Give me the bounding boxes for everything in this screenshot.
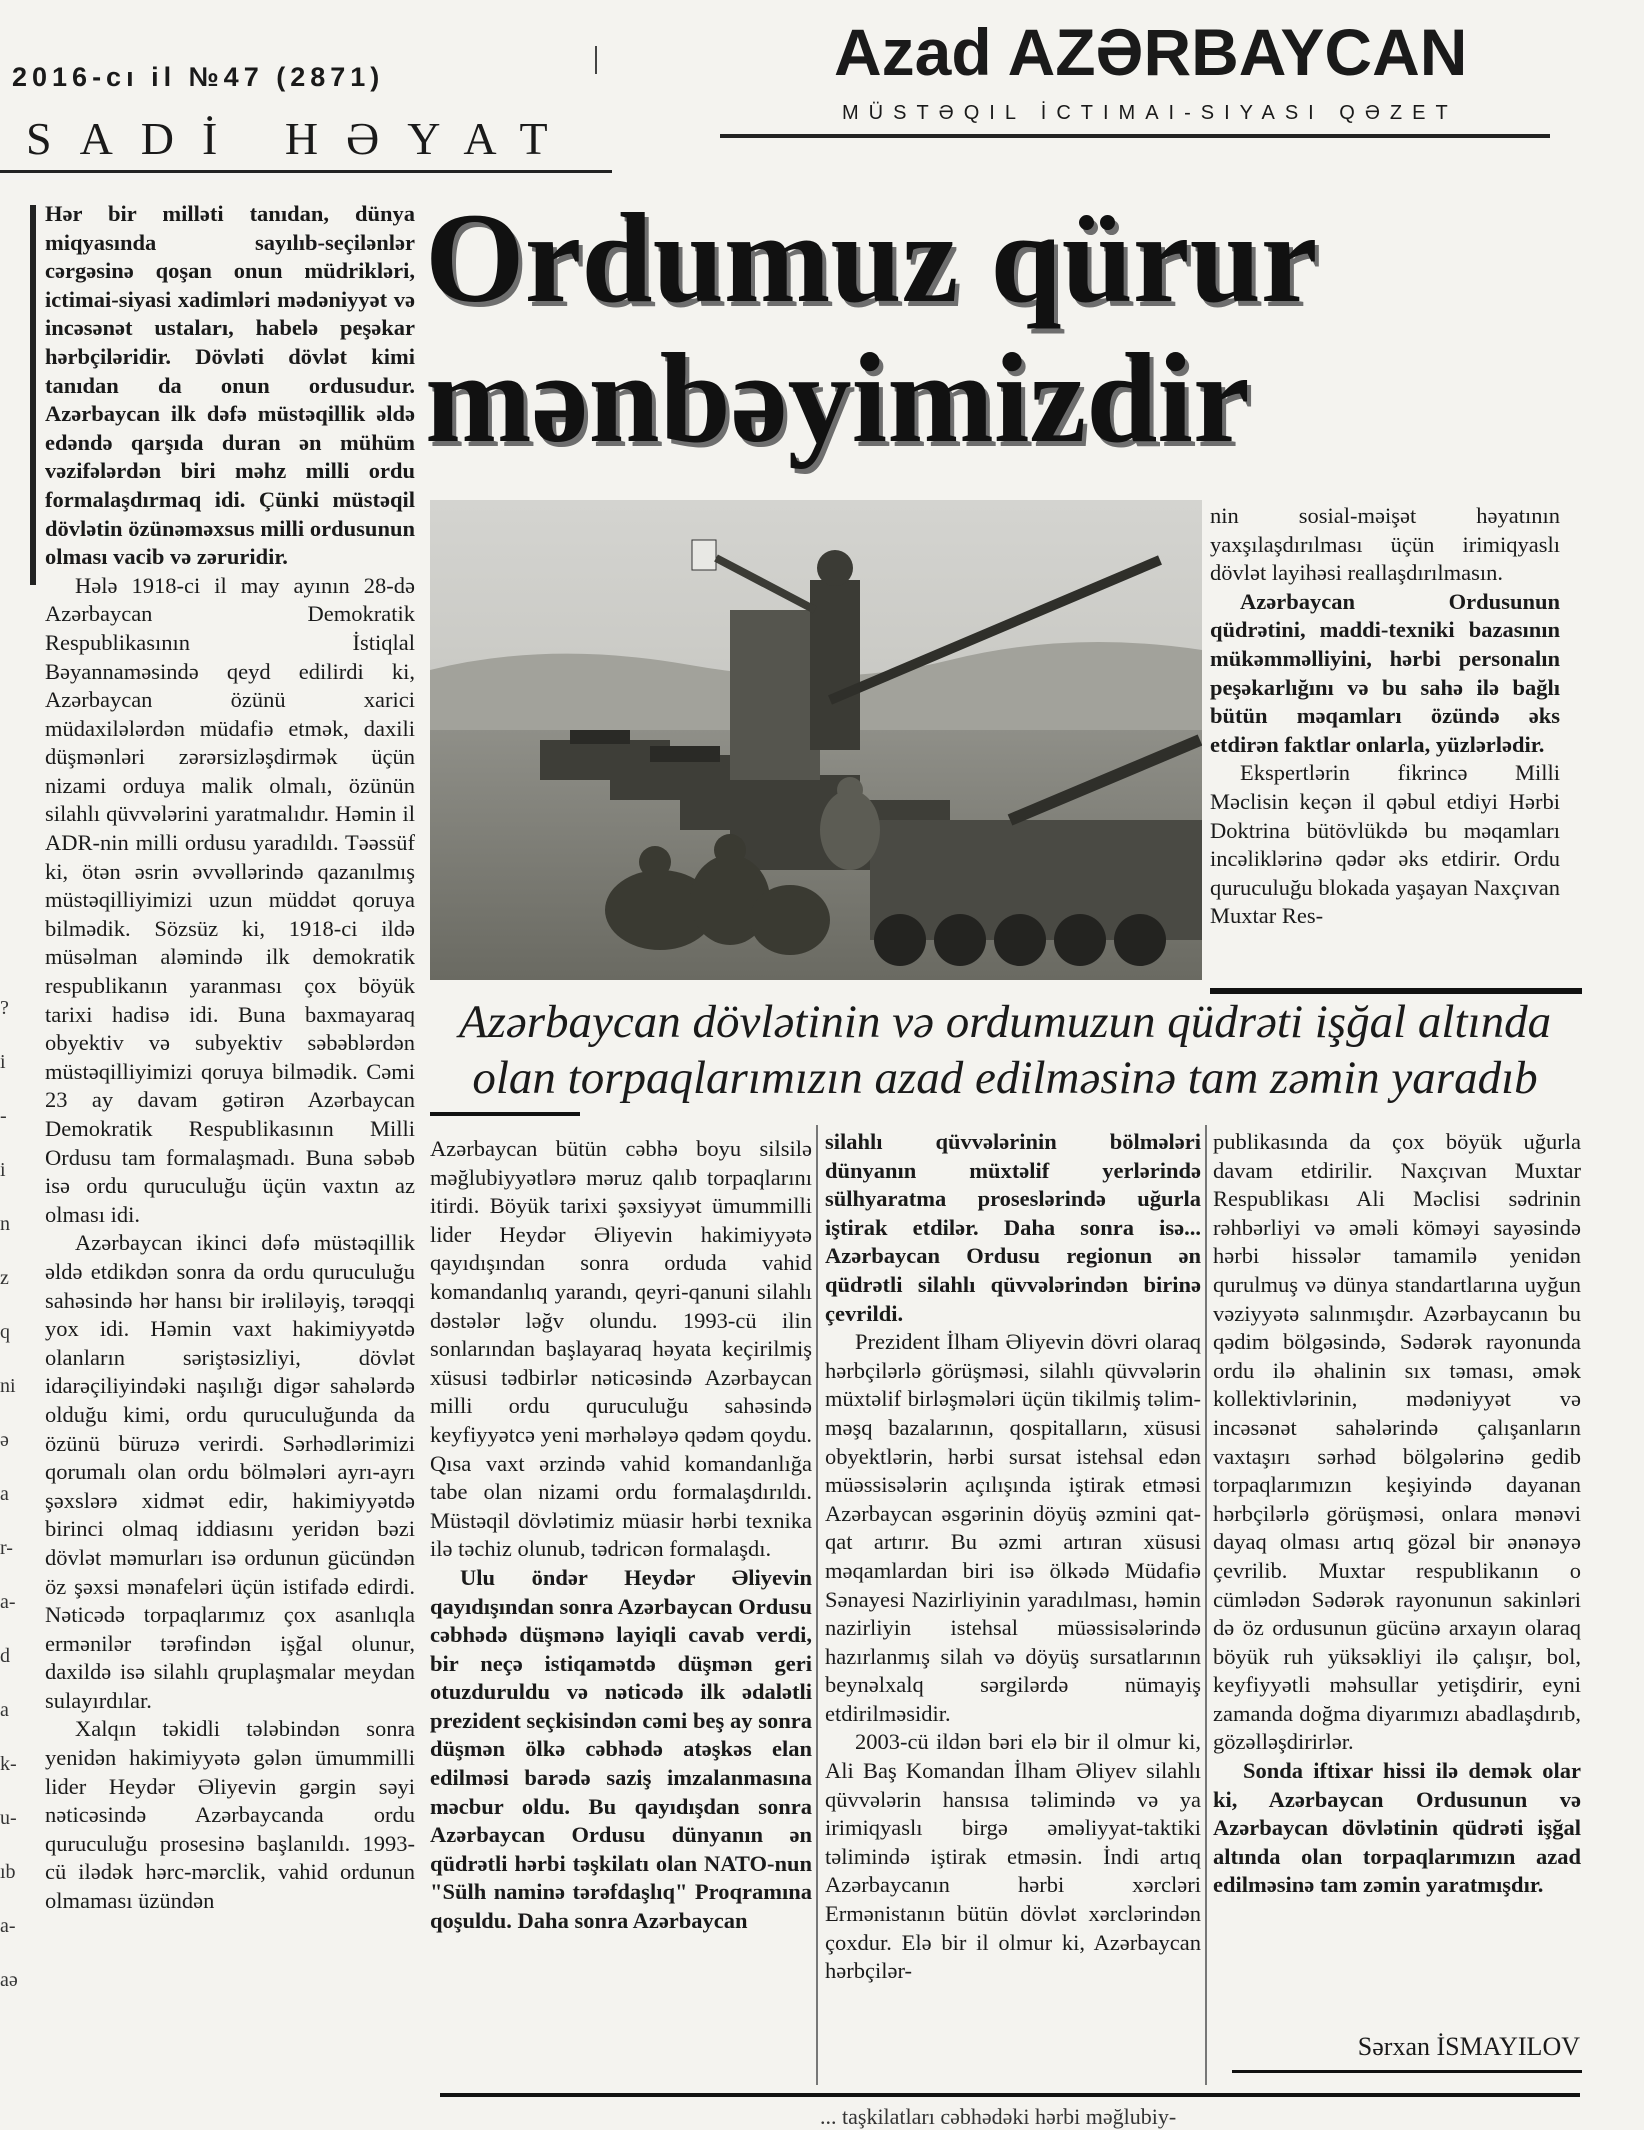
- issue-number: 2016-cı il №47 (2871): [12, 62, 385, 92]
- article-column-a: [430, 1135, 812, 1936]
- paragraph: Hər bir milləti tanıdan, dünya miqyasında sayılıb-seçilənlər cərgəsinə qoşan onun müdrikləri, ictimai-siyasi xadimləri mədəniyyət və incəsənət ustaları, habelə peşəkar hərbçiləridir. Dövləti dövlət kimi tanıdan da onun ordusudur. Azərbaycan ilk dəfə müstəqillik əldə edəndə qarşıda duran ən mühüm vəzifələrdən biri məhz milli ordu formalaşdırmaq idi. Çünki müstəqil dövlətin özünəməxsus milli ordusunun olması vacib və zəruridir.: [45, 201, 415, 570]
- edge-fragment: [0, 446, 14, 500]
- paragraph: Prezident İlham Əliyevin dövri olaraq hərbçilərlə görüşməsi, silahlı qüvvələrin müxtəlif birləşmələri üçün tikilmiş təlim-məşq bazalarının, qospitalların, xüsusi obyektlərin, hərbi sursat istehsal edən müəssisələrin açılışında iştirak etməsi Azərbaycan əsgərinin döyüş əzmini qat-qat artırır. Bu əzmi artıran xüsusi məqamlardan biri isə ölkədə Müdafiə Sənayesi Nazirliyinin yaradılması, həmin nazirliyin istehsal müəssisələrində hazırlanmış silah və döyüş sursatlarının beynəlxalq sərgilərdə nümayiş etdirilməsidir.: [825, 1329, 1201, 1726]
- paragraph: 2003-cü ildən bəri elə bir il olmur ki, Ali Baş Komandan İlham Əliyev silahlı qüvvələrin hansısa təlimində və ya irimiqyaslı birgə əməliyyat-taktiki təlimində iştirak etməsin. İndi artıq Azərbaycanın hərbi xərcləri Ermənistanın bütün dövlət xərclərindən çoxdur. Elə bir il olmur ki, Azərbaycan hərbçilər-: [825, 1729, 1201, 1984]
- article-headline: Ordumuz qürur mənbəyimizdir: [425, 187, 1316, 469]
- paragraph: Azərbaycan Ordusunun qüdrətini, maddi-texniki bazasının mükəmməlliyini, hərbi personalın peşəkarlığını və bu sahə ilə bağlı bütün məqamları özündə əks etdirən faktlar onlarla, yüzlərlədir.: [1210, 588, 1560, 757]
- edge-fragment: [0, 392, 14, 446]
- edge-fragment: [0, 338, 14, 392]
- edge-fragment: [0, 284, 14, 338]
- article-column-c: [1213, 1128, 1581, 1900]
- paragraph: Ekspertlərin fikrincə Milli Məclisin keçən il qəbul etdiyi Hərbi Doktrina bütövlükdə bu məqamları incəliklərinə qədər əks etdirir. Ordu quruculuğu blokada yaşayan Naxçıvan Muxtar Res-: [1210, 760, 1560, 929]
- divider: [0, 170, 612, 173]
- column-separator: [1205, 1125, 1207, 2085]
- edge-fragment: a: [0, 1483, 9, 1505]
- article-column-1: [45, 200, 415, 1916]
- edge-fragment: r-: [0, 1537, 13, 1559]
- edge-fragment: u-: [0, 1807, 17, 1829]
- edge-fragment: z: [0, 1267, 9, 1289]
- edge-fragment: ə: [0, 1429, 9, 1451]
- edge-fragment: [0, 878, 14, 932]
- edge-fragment: n: [0, 1213, 10, 1235]
- edge-fragment: [0, 554, 14, 608]
- divider: [430, 1112, 580, 1116]
- next-page-text-fragment: ... taşkilatları cəbhədəki hərbi məğlubiy-: [820, 2104, 1177, 2129]
- edge-fragment: a-: [0, 1591, 16, 1613]
- paragraph: Sonda iftixar hissi ilə demək olar ki, Azərbaycan Ordusunun və Azərbaycan dövlətinin qüdrəti işğal altında olan torpaqlarımızın azad edilməsinə tam zəmin yaratmışdır.: [1213, 1758, 1581, 1898]
- newspaper-title: Azad AZƏRBAYCAN: [834, 15, 1468, 89]
- article-column-right-top: [1210, 502, 1560, 931]
- paragraph: silahlı qüvvələrinin bölmələri dünyanın müxtəlif yerlərində sülhyaratma proseslərində uğurla iştirak etdilər. Daha sonra isə... Azərbaycan Ordusu regionun ən qüdrətli silahlı qüvvələrindən birinə çevrildi.: [825, 1129, 1201, 1326]
- edge-fragment: d: [0, 1645, 10, 1667]
- column-separator: [816, 1125, 818, 2085]
- edge-fragment: [0, 770, 14, 824]
- edge-fragment: [0, 932, 14, 986]
- edge-fragment: [0, 716, 14, 770]
- edge-fragment: ?: [0, 997, 9, 1019]
- military-photo: [430, 500, 1202, 980]
- edge-fragment: i: [0, 1159, 6, 1181]
- paragraph: nin sosial-məişət həyatının yaxşılaşdırılması üçün irimiqyaslı dövlət layihəsi reallaşdırılmasın.: [1210, 503, 1560, 586]
- edge-fragment: a-: [0, 1915, 16, 1937]
- edge-fragment: q: [0, 1321, 10, 1343]
- article-subheadline: Azərbaycan dövlətinin və ordumuzun qüdrəti işğal altında olan torpaqlarımızın azad edilməsinə tam zəmin yaradıb: [458, 996, 1552, 1104]
- edge-fragments: [0, 230, 18, 2012]
- paragraph: Azərbaycan ikinci dəfə müstəqillik əldə etdikdən sonra da ordu quruculuğu sahəsində hər hansı bir irəliləyiş, tərəqqi yox idi. Həmin vaxt hakimiyyətdə olanların səriştəsizliyi, dövlət idarəçiliyindəki naşılığı digər sahələrdə olduğu kimi, ordu quruculuğunda da özünü büruzə verirdi. Sərhədlərimizi qorumalı olan ordu bölmələri ayrı-ayrı şəxslərə xidmət edir, hakimiyyətdə birinci olmaq iddiasını yeridən bəzi dövlət məmurları isə ordunun gücündən öz şəxsi mənafeləri üçün istifadə edirdi. Nəticədə torpaqlarımız çox asanlıqla ermənilər tərəfindən işğal olunur, daxildə isə silahlı qruplaşmalar meydan sulayırdılar.: [45, 1230, 415, 1713]
- edge-fragment: [0, 608, 14, 662]
- edge-fragment: [0, 662, 14, 716]
- edge-fragment: i: [0, 1051, 6, 1073]
- edge-fragment: k-: [0, 1753, 17, 1775]
- article-column-b: [825, 1128, 1201, 1986]
- paragraph: Ulu öndər Heydər Əliyevin qayıdışından sonra Azərbaycan Ordusu cəbhədə düşmənə layiqli cavab verdi, bir neçə istiqamətdə düşmən geri otuzduruldu və nəticədə ilk ədalətli prezident seçkisindən cəmi beş ay sonra düşmən ölkə cəbhədə atəşkəs elan edilməsi barədə saziş imzalanmasına məcbur oldu. Bu qayıdışdan sonra Azərbaycan Ordusu dünyanın ən qüdrətli hərbi təşkilatı olan NATO-nun "Sülh naminə tərəfdaşlıq" Proqramına qoşuldu. Daha sonra Azərbaycan: [430, 1564, 812, 1934]
- section-heading: SADİ HƏYAT: [26, 113, 576, 164]
- edge-fragment: -: [0, 1105, 7, 1127]
- paragraph: publikasında da çox böyük uğurla davam etdirilir. Naxçıvan Muxtar Respublikası Ali Məclisi sədrinin rəhbərliyi və əməli köməyi sayəsində hərbi hissələr tamamilə yenidən qurulmuş və dünya standartlarına uyğun vəziyyətə salınmışdır. Azərbaycanın bu qədim bölgəsində, Sədərək rayonunda ordu ilə əhalinin sıx təması, əmək kollektivlərinin, mədəniyyət və incəsənət sahələrində çalışanların vaxtaşırı sərhəd bölgələrinə gedib torpaqlarımızın keşiyində dayanan hərbçilərlə görüşməsi, onlara mənəvi dayaq olması artıq gözəl bir ənənəyə çevrilib. Muxtar respublikanın o cümlədən Sədərək rayonunun sakinləri də öz ordusunun gücünə arxayın olaraq böyük ruh yüksəkliyi ilə çalışır, bol, keyfiyyətli məhsullar yetişdirir, eyni zamanda doğma diyarımızı abadlaşdırıb, gözəlləşdirirlər.: [1213, 1129, 1581, 1755]
- edge-fragment: ıb: [0, 1861, 16, 1883]
- edge-fragment: a: [0, 1699, 9, 1721]
- edge-fragment: [0, 824, 14, 878]
- paragraph: Hələ 1918-ci il may ayının 28-də Azərbaycan Demokratik Respublikasının İstiqlal Bəyannaməsində qeyd edilirdi ki, Azərbaycan özünü xarici müdaxilələrdən müdafiə etmək, daxili düşmənləri zərərsizləşdirmək üçün nizami orduya malik olmalı, özünün silahlı qüvvələrini yaratmalıdır. Həmin il ADR-nin milli ordusu yaradıldı. Təəssüf ki, ötən əsrin əvvəllərində qazanılmış müstəqilliyimizi uzun müddət qoruya bilmədik. Sözsüz ki, 1918-ci ildə müsəlman aləmində ilk demokratik respublikanın yaranması çox böyük tarixi hadisə idi. Buna baxmayaraq obyektiv və subyektiv səbəblərdən müstəqilliyimizi qoruya bilmədik. Cəmi 23 ay davam gətirən Azərbaycan Demokratik Respublikasının Milli Ordusu tam formalaşmadı. Buna səbəb isə ordu quruculuğu üçün vaxtın az olması idi.: [45, 572, 415, 1227]
- paragraph: Xalqın təkidli tələbindən sonra yenidən hakimiyyətə gələn ümummilli lider Heydər Əliyevin gərgin səyi nəticəsində Azərbaycanda ordu quruculuğu prosesinə başlanıldı. 1993-cü ilədək hərc-mərclik, vahid ordunun olmaması üzündən: [45, 1716, 415, 1914]
- newspaper-subtitle: MÜSTƏQIL İCTIMAI-SIYASI QƏZET: [842, 102, 1458, 124]
- edge-fragment: [0, 230, 14, 284]
- author-byline: Sərxan İSMAYILOV: [1357, 2032, 1580, 2061]
- divider: [1232, 2070, 1582, 2073]
- edge-fragment: ni: [0, 1375, 16, 1397]
- paragraph: Azərbaycan bütün cəbhə boyu silsilə məğlubiyyətlərə məruz qalıb torpaqlarını itirdi. Böyük tarixi şəxsiyyət ümummilli lider Heydər Əliyevin hakimiyyətə qayıdışından sonra orduda vahid komandanlıq yarandı, qeyri-qanuni silahlı dəstələr ləğv olundu. 1993-cü ilin sonlarından başlayaraq həyata keçirilmiş xüsusi tədbirlər nəticəsində Azərbaycan milli ordu quruculuğu sahəsində keyfiyyətcə yeni mərhələyə qədəm qoydu. Qısa vaxt ərzində vahid komandanlığa tabe olan nizami ordu formalaşdırıldı. Müstəqil dövlətimiz müasir hərbi texnika ilə təchiz olunub, tədricən formalaşdı.: [430, 1136, 812, 1562]
- divider: [720, 134, 1550, 138]
- divider: [595, 46, 597, 74]
- column-rule: [30, 205, 36, 585]
- divider: [440, 2093, 1580, 2097]
- edge-fragment: [0, 500, 14, 554]
- edge-fragment: aə: [0, 1969, 18, 1991]
